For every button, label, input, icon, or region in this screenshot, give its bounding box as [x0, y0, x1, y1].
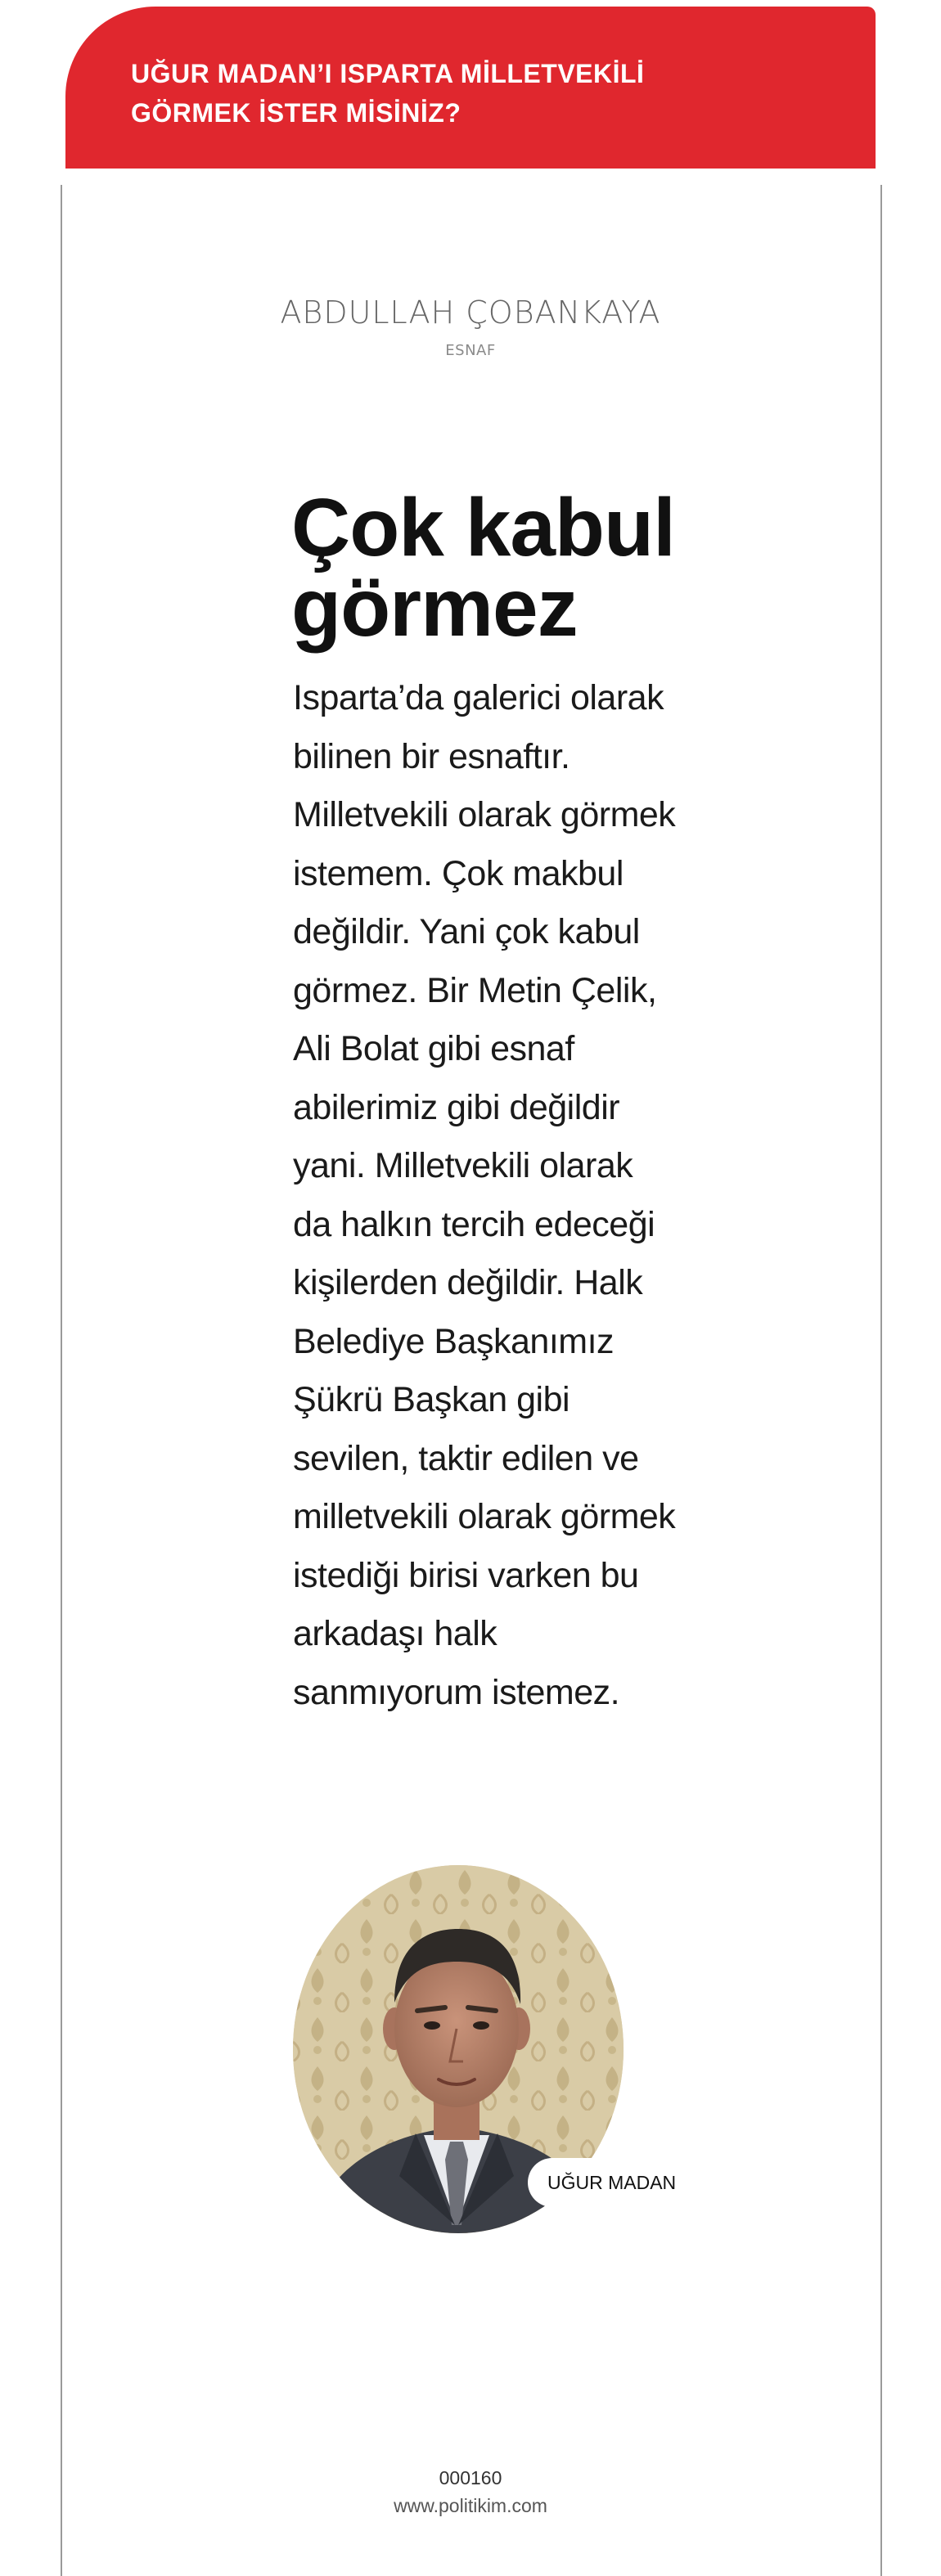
article-title-line-2: görmez [291, 562, 578, 654]
headline [131, 54, 786, 133]
headline-line-2: GÖRMEK İSTER MİSİNİZ? [131, 98, 461, 128]
site-url[interactable]: www.politikim.com [394, 2495, 547, 2516]
article-body: Isparta’da galerici olarak bilinen bir esnaftır. Milletvekili olarak görmek istemem. Çok makbul değildir. Yani çok kabul görmez. Bir Metin Çelik, Ali Bolat gibi esnaf abilerimiz gibi değildir yani. Milletvekili olarak da halkın tercih edeceği kişilerden değildir. Halk Belediye Başkanımız Şükrü Başkan gibi sevilen, taktir edilen ve milletvekili olarak görmek istediği birisi varken bu arkadaşı halk sanmıyorum istemez. [293, 678, 676, 1712]
article-title-line-1: Çok kabul [291, 482, 675, 573]
right-frame-rule [880, 185, 882, 2576]
author-role: ESNAF [445, 342, 496, 359]
left-frame-rule [61, 185, 62, 2576]
article-title [291, 482, 717, 654]
header-banner [65, 7, 876, 169]
author-name: ABDULLAH ÇOBANKAYA [280, 294, 661, 330]
headline-line-1: UĞUR MADAN’I ISPARTA MİLLETVEKİLİ [131, 59, 645, 88]
page-number: 000160 [439, 2467, 502, 2488]
photo-caption: UĞUR MADAN [528, 2158, 697, 2207]
